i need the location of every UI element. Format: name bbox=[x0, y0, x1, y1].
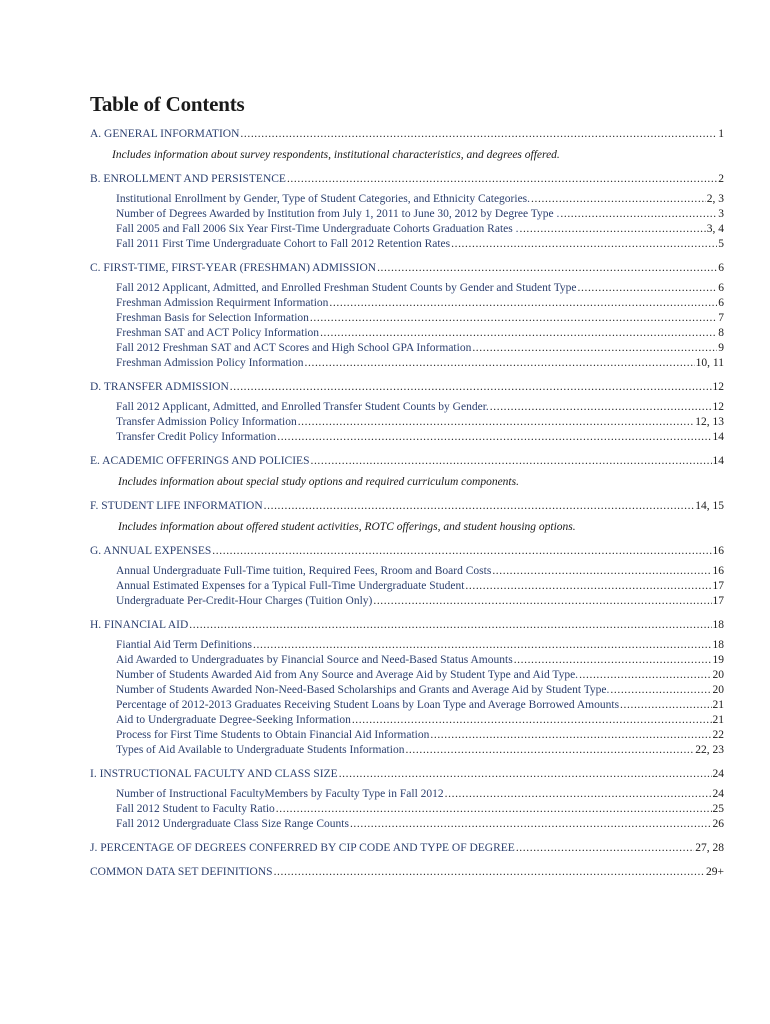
toc-section-entry-page-number: 1 bbox=[718, 128, 724, 140]
toc-subsection-entry[interactable] bbox=[90, 802, 724, 817]
toc-subsection-entry[interactable] bbox=[90, 579, 724, 594]
dot-leader bbox=[620, 698, 711, 713]
toc-subsection-entry-page-number: 22, 23 bbox=[695, 744, 724, 756]
toc-subsection-entry-label: Fall 2012 Applicant, Admitted, and Enrolled Freshman Student Counts by Gender and Student Type bbox=[116, 282, 577, 294]
toc-subsection-entry[interactable] bbox=[90, 311, 724, 326]
toc-subsection-entry-label: Transfer Credit Policy Information bbox=[116, 431, 277, 443]
dot-leader bbox=[253, 638, 711, 653]
toc-subsection-entry-label: Number of Students Awarded Non-Need-Based Scholarships and Grants and Average Aid by Student Type. bbox=[116, 684, 610, 696]
toc-section-entry-label: A. GENERAL INFORMATION bbox=[90, 128, 240, 140]
toc-subsection-entry-label: Fall 2011 First Time Undergraduate Cohort to Fall 2012 Retention Rates bbox=[116, 238, 451, 250]
dot-leader bbox=[305, 356, 695, 371]
toc-subsection-entry-label: Freshman Basis for Selection Information bbox=[116, 312, 309, 324]
dot-leader bbox=[578, 281, 718, 296]
toc-subsection-entry[interactable] bbox=[90, 594, 724, 609]
toc-subsection-entry-page-number: 12 bbox=[712, 401, 724, 413]
dot-leader bbox=[212, 544, 711, 559]
dot-leader bbox=[310, 311, 717, 326]
toc-section-entry[interactable] bbox=[90, 618, 724, 633]
toc-subsection-entry-page-number: 20 bbox=[712, 684, 724, 696]
toc-subsection-list bbox=[90, 638, 724, 758]
toc-subsection-entry[interactable] bbox=[90, 713, 724, 728]
dot-leader bbox=[264, 499, 695, 514]
toc-section bbox=[90, 454, 724, 490]
dot-leader bbox=[519, 222, 705, 237]
toc-subsection-entry[interactable] bbox=[90, 683, 724, 698]
toc-section-entry[interactable] bbox=[90, 499, 724, 514]
toc-subsection-entry-label: Fiantial Aid Term Definitions bbox=[116, 639, 253, 651]
toc-subsection-entry[interactable] bbox=[90, 564, 724, 579]
toc-subsection-entry[interactable] bbox=[90, 207, 724, 222]
dot-leader bbox=[490, 400, 712, 415]
toc-subsection-entry[interactable] bbox=[90, 668, 724, 683]
dot-leader bbox=[329, 296, 717, 311]
toc-subsection-entry-label: Fall 2012 Freshman SAT and ACT Scores and High School GPA Information bbox=[116, 342, 472, 354]
toc-section-entry-page-number: 6 bbox=[718, 262, 724, 274]
dot-leader bbox=[472, 341, 717, 356]
toc-subsection-entry-label: Number of Instructional FacultyMembers by Faculty Type in Fall 2012 bbox=[116, 788, 444, 800]
toc-section-entry-page-number: 29+ bbox=[706, 866, 724, 878]
toc-subsection-entry-label: Number of Degrees Awarded by Institution from July 1, 2011 to June 30, 2012 by Degree Type . bbox=[116, 208, 560, 220]
toc-subsection-entry[interactable] bbox=[90, 281, 724, 296]
toc-subsection-entry-page-number: 5 bbox=[718, 238, 724, 250]
toc-subsection-entry[interactable] bbox=[90, 237, 724, 252]
toc-subsection-entry[interactable] bbox=[90, 356, 724, 371]
toc-subsection-entry[interactable] bbox=[90, 400, 724, 415]
toc-subsection-entry-label: Freshman Admission Policy Information bbox=[116, 357, 304, 369]
toc-subsection-entry-page-number: 6 bbox=[718, 297, 724, 309]
toc-subsection-entry-label: Fall 2005 and Fall 2006 Six Year First-Time Undergraduate Cohorts Graduation Rates . bbox=[116, 223, 519, 235]
dot-leader bbox=[531, 192, 706, 207]
toc-page bbox=[90, 92, 724, 880]
toc-section-entry-page-number: 14 bbox=[712, 455, 724, 467]
toc-subsection-entry-page-number: 3 bbox=[718, 208, 724, 220]
toc-subsection-entry-page-number: 7 bbox=[718, 312, 724, 324]
toc-subsection-entry-page-number: 21 bbox=[712, 699, 724, 711]
toc-subsection-entry-page-number: 6 bbox=[718, 282, 724, 294]
toc-section-entry[interactable] bbox=[90, 380, 724, 395]
toc-subsection-entry-label: Fall 2012 Applicant, Admitted, and Enrolled Transfer Student Counts by Gender. bbox=[116, 401, 489, 413]
dot-leader bbox=[377, 261, 717, 276]
toc-section-entry-page-number: 27, 28 bbox=[695, 842, 724, 854]
toc-subsection-entry-label: Transfer Admission Policy Information bbox=[116, 416, 297, 428]
dot-leader bbox=[465, 579, 711, 594]
toc-section-entry[interactable] bbox=[90, 865, 724, 880]
toc-subsection-entry-page-number: 18 bbox=[712, 639, 724, 651]
toc-subsection-entry-page-number: 26 bbox=[712, 818, 724, 830]
toc-section bbox=[90, 841, 724, 856]
toc-subsection-entry-label: Undergraduate Per-Credit-Hour Charges (Tuition Only) bbox=[116, 595, 373, 607]
toc-section-entry-label: B. ENROLLMENT AND PERSISTENCE bbox=[90, 173, 286, 185]
toc-subsection-entry-page-number: 8 bbox=[718, 327, 724, 339]
toc-section-entry-label: I. INSTRUCTIONAL FACULTY AND CLASS SIZE bbox=[90, 768, 338, 780]
toc-section-entry[interactable] bbox=[90, 841, 724, 856]
toc-subsection-entry-page-number: 9 bbox=[718, 342, 724, 354]
toc-section bbox=[90, 499, 724, 535]
toc-section-entry[interactable] bbox=[90, 454, 724, 469]
toc-section-entry-label: COMMON DATA SET DEFINITIONS bbox=[90, 866, 273, 878]
dot-leader bbox=[276, 802, 712, 817]
toc-section-entry-label: C. FIRST-TIME, FIRST-YEAR (FRESHMAN) ADMISSION bbox=[90, 262, 377, 274]
toc-subsection-list bbox=[90, 281, 724, 371]
toc-section-entry[interactable] bbox=[90, 767, 724, 782]
dot-leader bbox=[560, 207, 717, 222]
toc-subsection-list bbox=[90, 564, 724, 609]
toc-subsection-entry[interactable] bbox=[90, 296, 724, 311]
toc-subsection-entry[interactable] bbox=[90, 638, 724, 653]
toc-subsection-entry-page-number: 17 bbox=[712, 580, 724, 592]
section-description: Includes information about special study options and required curriculum components. bbox=[118, 476, 519, 488]
dot-leader bbox=[445, 787, 712, 802]
toc-subsection-entry-label: Freshman SAT and ACT Policy Information bbox=[116, 327, 320, 339]
toc-subsection-entry[interactable] bbox=[90, 341, 724, 356]
toc-section-entry-label: J. PERCENTAGE OF DEGREES CONFERRED BY CIP CODE AND TYPE OF DEGREE bbox=[90, 842, 515, 854]
dot-leader bbox=[492, 564, 711, 579]
section-description: Includes information about survey respondents, institutional characteristics, and degrees offered. bbox=[112, 149, 560, 161]
toc-subsection-entry-page-number: 10, 11 bbox=[695, 357, 724, 369]
toc-subsection-entry[interactable] bbox=[90, 728, 724, 743]
toc-subsection-entry-page-number: 16 bbox=[712, 565, 724, 577]
toc-section-entry-page-number: 14, 15 bbox=[695, 500, 724, 512]
toc-section-entry-page-number: 18 bbox=[712, 619, 724, 631]
toc-subsection-entry[interactable] bbox=[90, 653, 724, 668]
dot-leader bbox=[405, 743, 694, 758]
toc-subsection-list bbox=[90, 787, 724, 832]
toc-subsection-entry-page-number: 24 bbox=[712, 788, 724, 800]
toc-subsection-entry-label: Number of Students Awarded Aid from Any Source and Average Aid by Student Type and Aid Type. bbox=[116, 669, 579, 681]
toc-subsection-entry-page-number: 17 bbox=[712, 595, 724, 607]
toc-section bbox=[90, 618, 724, 758]
dot-leader bbox=[298, 415, 695, 430]
toc-subsection-list bbox=[90, 192, 724, 252]
dot-leader bbox=[610, 683, 711, 698]
toc-section-entry[interactable] bbox=[90, 544, 724, 559]
toc-subsection-list bbox=[90, 400, 724, 445]
toc-subsection-entry[interactable] bbox=[90, 698, 724, 713]
dot-leader bbox=[230, 380, 712, 395]
toc-list bbox=[90, 127, 724, 880]
dot-leader bbox=[240, 127, 717, 142]
dot-leader bbox=[274, 865, 705, 880]
dot-leader bbox=[579, 668, 711, 683]
toc-subsection-entry-page-number: 20 bbox=[712, 669, 724, 681]
dot-leader bbox=[339, 767, 712, 782]
toc-subsection-entry-label: Fall 2012 Undergraduate Class Size Range Counts bbox=[116, 818, 349, 830]
toc-subsection-entry[interactable] bbox=[90, 222, 724, 237]
section-description: Includes information about offered student activities, ROTC offerings, and student housing options. bbox=[118, 521, 576, 533]
dot-leader bbox=[430, 728, 711, 743]
dot-leader bbox=[451, 237, 717, 252]
toc-section bbox=[90, 172, 724, 252]
dot-leader bbox=[514, 653, 712, 668]
dot-leader bbox=[350, 817, 712, 832]
toc-section bbox=[90, 865, 724, 880]
toc-subsection-entry-label: Annual Estimated Expenses for a Typical Full-Time Undergraduate Student bbox=[116, 580, 465, 592]
toc-section-entry-label: H. FINANCIAL AID bbox=[90, 619, 189, 631]
dot-leader bbox=[373, 594, 711, 609]
toc-section bbox=[90, 767, 724, 832]
dot-leader bbox=[320, 326, 717, 341]
toc-section-entry-label: F. STUDENT LIFE INFORMATION bbox=[90, 500, 263, 512]
toc-section-entry-label: G. ANNUAL EXPENSES bbox=[90, 545, 212, 557]
toc-subsection-entry-page-number: 22 bbox=[712, 729, 724, 741]
dot-leader bbox=[189, 618, 711, 633]
toc-section-entry-label: D. TRANSFER ADMISSION bbox=[90, 381, 229, 393]
toc-subsection-entry[interactable] bbox=[90, 192, 724, 207]
toc-section-entry-page-number: 24 bbox=[712, 768, 724, 780]
toc-subsection-entry-label: Types of Aid Available to Undergraduate Students Information bbox=[116, 744, 405, 756]
toc-subsection-entry[interactable] bbox=[90, 326, 724, 341]
dot-leader bbox=[277, 430, 711, 445]
toc-subsection-entry[interactable] bbox=[90, 743, 724, 758]
toc-subsection-entry-page-number: 21 bbox=[712, 714, 724, 726]
toc-section-entry-label: E. ACADEMIC OFFERINGS AND POLICIES bbox=[90, 455, 310, 467]
dot-leader bbox=[352, 713, 712, 728]
dot-leader bbox=[310, 454, 711, 469]
toc-subsection-entry[interactable] bbox=[90, 430, 724, 445]
toc-section-entry[interactable] bbox=[90, 127, 724, 142]
toc-section-entry-page-number: 2 bbox=[718, 173, 724, 185]
toc-subsection-entry-label: Fall 2012 Student to Faculty Ratio bbox=[116, 803, 275, 815]
toc-subsection-entry[interactable] bbox=[90, 415, 724, 430]
toc-subsection-entry[interactable] bbox=[90, 787, 724, 802]
toc-section-entry-page-number: 16 bbox=[712, 545, 724, 557]
toc-section-entry[interactable] bbox=[90, 261, 724, 276]
toc-subsection-entry-page-number: 12, 13 bbox=[695, 416, 724, 428]
page-title: Table of Contents bbox=[90, 92, 245, 116]
toc-section bbox=[90, 127, 724, 163]
toc-subsection-entry-label: Process for First Time Students to Obtain Financial Aid Information bbox=[116, 729, 430, 741]
toc-subsection-entry-label: Aid to Undergraduate Degree-Seeking Information bbox=[116, 714, 351, 726]
dot-leader bbox=[287, 172, 717, 187]
toc-subsection-entry-page-number: 3, 4 bbox=[706, 223, 724, 235]
toc-subsection-entry-label: Institutional Enrollment by Gender, Type of Student Categories, and Ethnicity Categories. bbox=[116, 193, 531, 205]
toc-section bbox=[90, 261, 724, 371]
toc-subsection-entry-label: Annual Undergraduate Full-Time tuition, Required Fees, Rroom and Board Costs bbox=[116, 565, 492, 577]
toc-subsection-entry-page-number: 14 bbox=[712, 431, 724, 443]
toc-subsection-entry[interactable] bbox=[90, 817, 724, 832]
toc-subsection-entry-page-number: 2, 3 bbox=[706, 193, 724, 205]
toc-subsection-entry-label: Aid Awarded to Undergraduates by Financial Source and Need-Based Status Amounts bbox=[116, 654, 513, 666]
dot-leader bbox=[516, 841, 694, 856]
toc-subsection-entry-page-number: 19 bbox=[712, 654, 724, 666]
toc-section bbox=[90, 544, 724, 609]
toc-section bbox=[90, 380, 724, 445]
toc-section-entry-page-number: 12 bbox=[712, 381, 724, 393]
toc-subsection-entry-label: Freshman Admission Requirment Information bbox=[116, 297, 329, 309]
toc-subsection-entry-label: Percentage of 2012-2013 Graduates Receiving Student Loans by Loan Type and Average Borrowed Amounts bbox=[116, 699, 620, 711]
toc-subsection-entry-page-number: 25 bbox=[712, 803, 724, 815]
toc-section-entry[interactable] bbox=[90, 172, 724, 187]
